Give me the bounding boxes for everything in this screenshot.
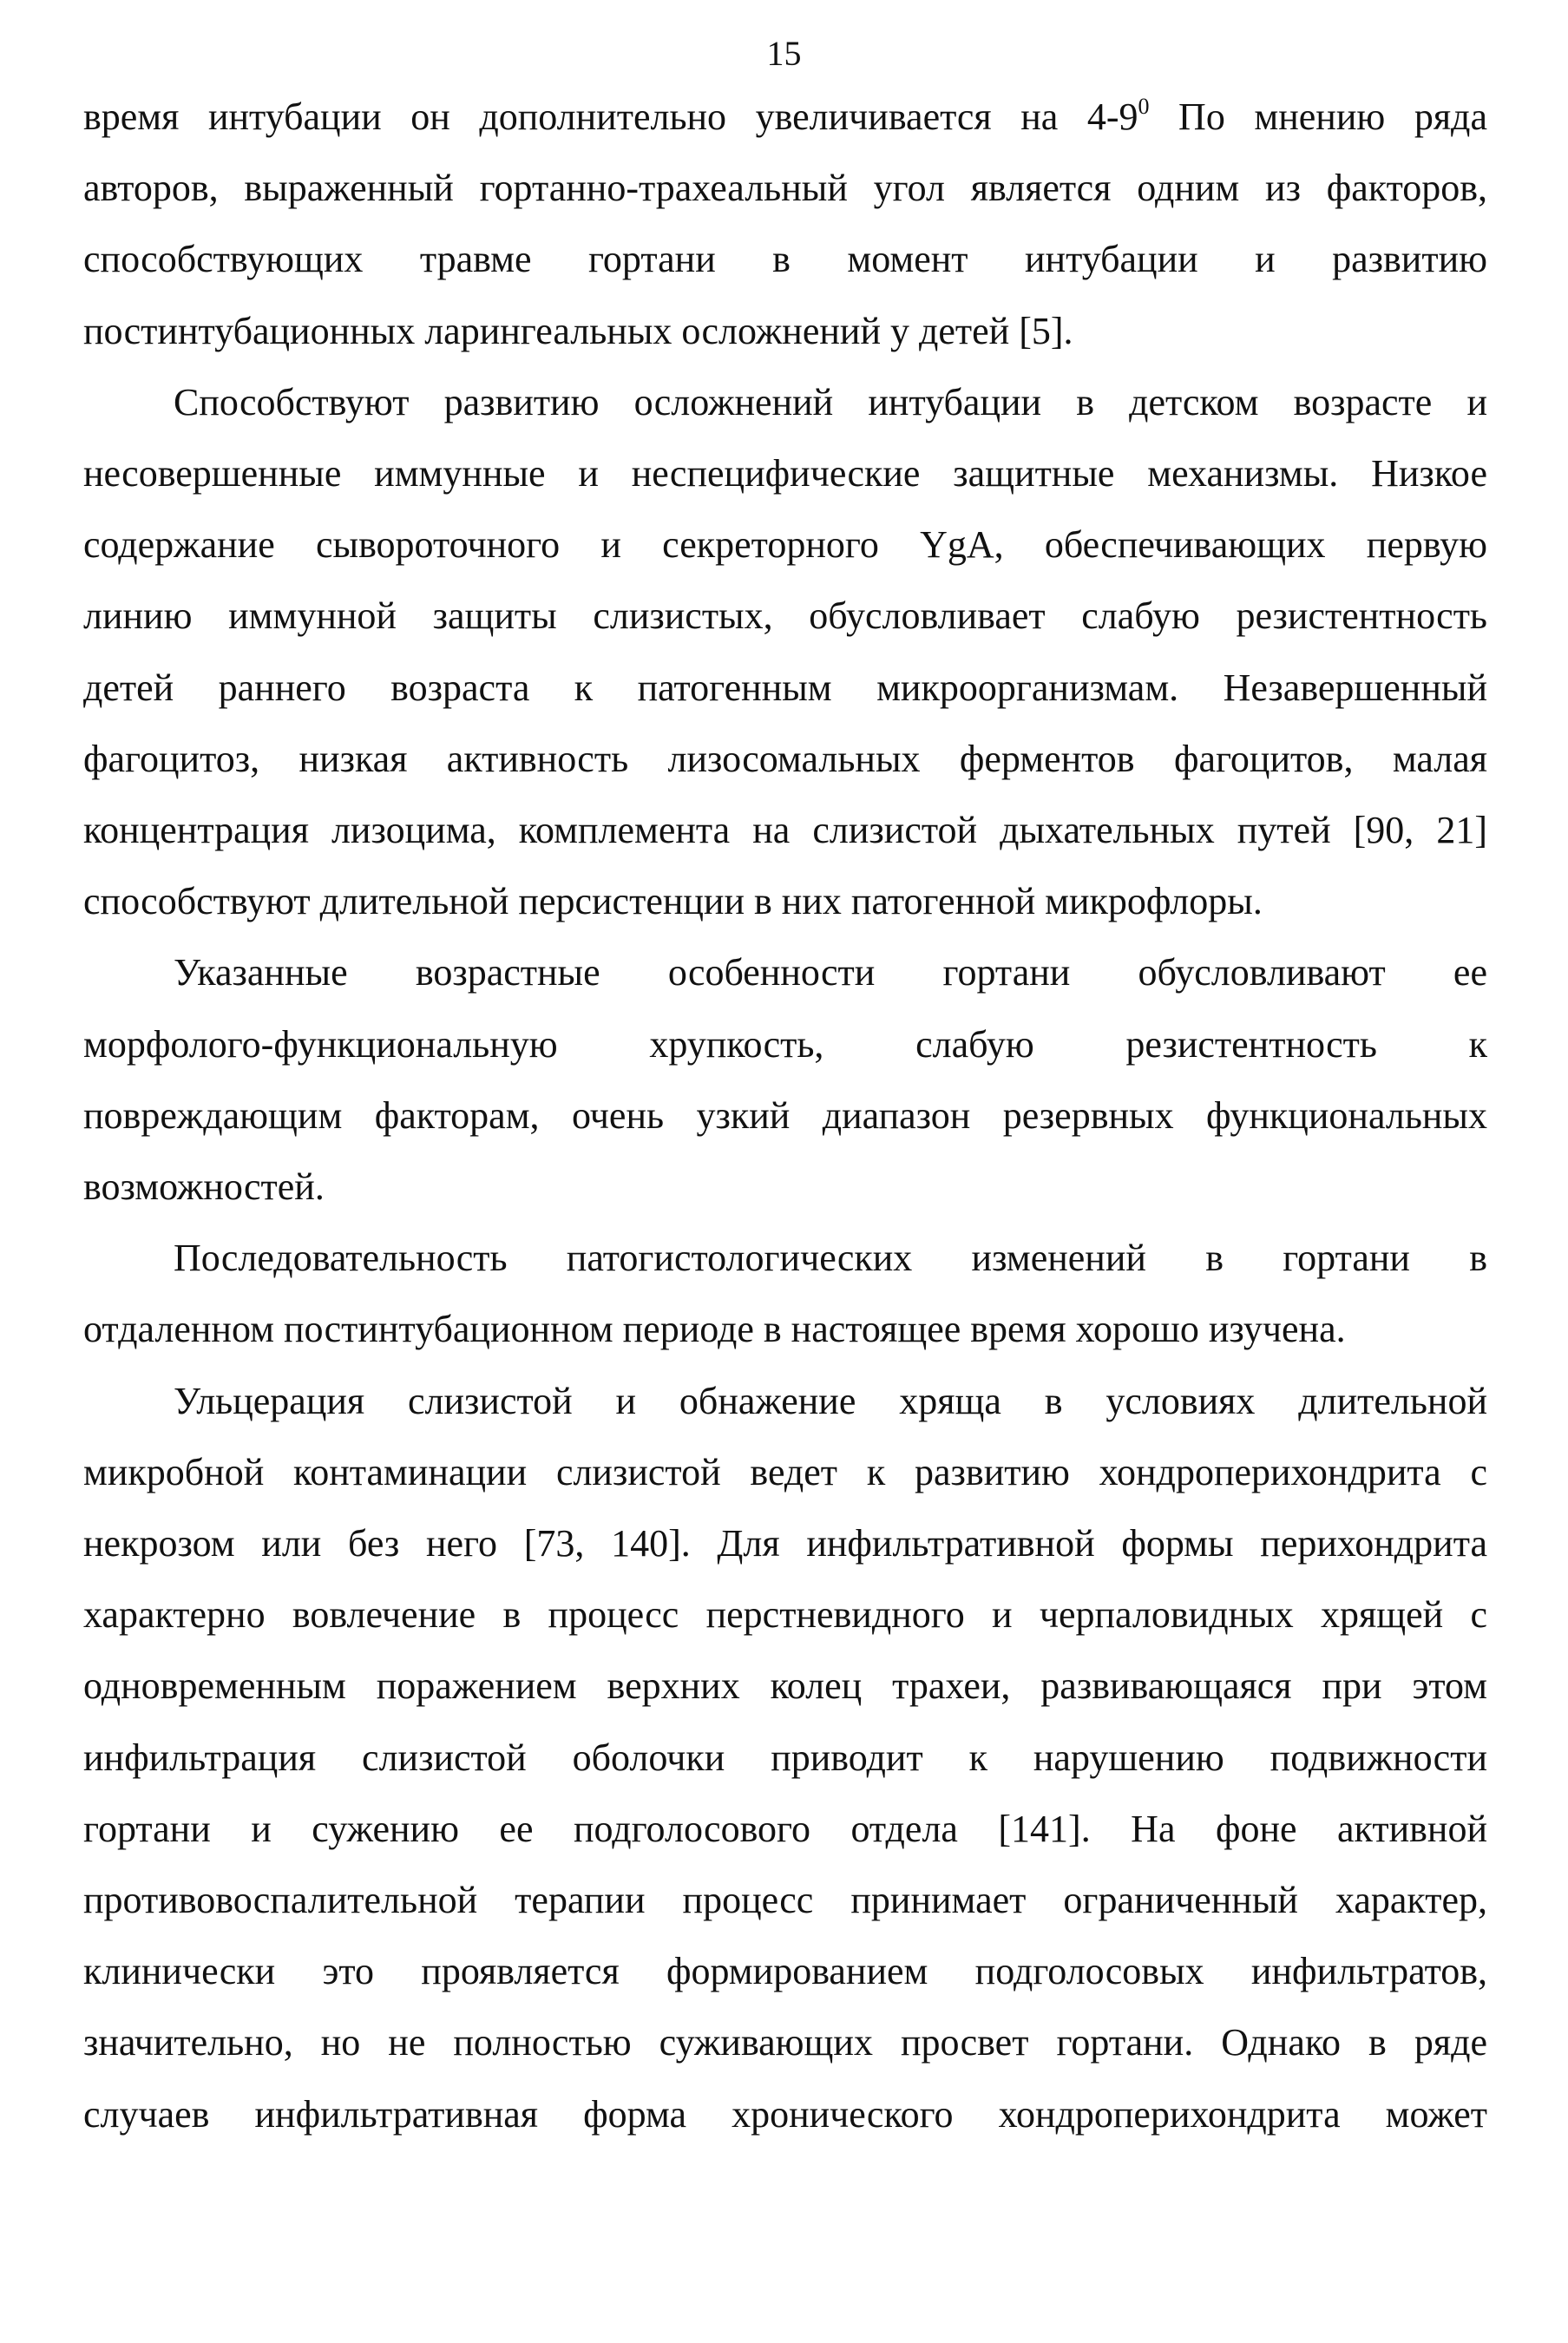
paragraph-line: линию иммунной защиты слизистых, обусловливает слабую резистентность <box>83 594 1487 638</box>
page-number: 15 <box>766 34 802 73</box>
paragraph-line: Способствуют развитию осложнений интубации в детском возрасте и <box>174 380 1487 423</box>
paragraph-line: содержание сывороточного и секреторного YgA, обеспечивающих первую <box>83 523 1487 567</box>
paragraph-line: Ульцерация слизистой и обнажение хряща в условиях длительной <box>174 1379 1487 1422</box>
paragraph-line: возможностей. <box>83 1165 325 1209</box>
paragraph-line: противовоспалительной терапии процесс принимает ограниченный характер, <box>83 1879 1487 1922</box>
paragraph-line: способствуют длительной персистенции в них патогенной микрофлоры. <box>83 880 1263 923</box>
paragraph-line: способствующих травме гортани в момент интубации и развитию <box>83 238 1487 281</box>
paragraph-line: случаев инфильтративная форма хронического хондроперихондрита может <box>83 2092 1487 2136</box>
paragraph-line: повреждающим факторам, очень узкий диапазон резервных функциональных <box>83 1093 1487 1137</box>
paragraph-line: гортани и сужению ее подголосового отдела [141]. На фоне активной <box>83 1807 1487 1850</box>
paragraph-line: фагоцитоз, низкая активность лизосомальных ферментов фагоцитов, малая <box>83 737 1487 780</box>
paragraph-2 <box>83 367 1487 938</box>
paragraph-line: характерно вовлечение в процесс перстневидного и черпаловидных хрящей с <box>83 1593 1487 1637</box>
paragraph-line: Последовательность патогистологических изменений в гортани в <box>174 1237 1487 1280</box>
paragraph-4 <box>83 1223 1487 1365</box>
paragraph-line: одновременным поражением верхних колец трахеи, развивающаяся при этом <box>83 1664 1487 1708</box>
paragraph-line: постинтубационных ларингеальных осложнений у детей [5]. <box>83 309 1073 352</box>
paragraph-3 <box>83 937 1487 1223</box>
paragraph-5 <box>83 1366 1487 2150</box>
line-text-tail: По мнению ряда <box>1149 95 1487 138</box>
paragraph-line: детей раннего возраста к патогенным микроорганизмам. Незавершенный <box>83 666 1487 709</box>
paragraph-1 <box>83 82 1487 367</box>
paragraph-line: отдаленном постинтубационном периоде в настоящее время хорошо изучена. <box>83 1308 1346 1351</box>
paragraph-line: Указанные возрастные особенности гортани обусловливают ее <box>174 951 1487 994</box>
paragraph-line: некрозом или без него [73, 140]. Для инфильтративной формы перихондрита <box>83 1522 1487 1565</box>
paragraph-line: клинически это проявляется формированием подголосовых инфильтратов, <box>83 1950 1487 1993</box>
paragraph-line <box>83 82 1487 153</box>
paragraph-line: авторов, выраженный гортанно-трахеальный угол является одним из факторов, <box>83 167 1487 210</box>
paragraph-line: несовершенные иммунные и неспецифические защитные механизмы. Низкое <box>83 452 1487 496</box>
paragraph-line: микробной контаминации слизистой ведет к развитию хондроперихондрита с <box>83 1450 1487 1493</box>
paragraph-line: значительно, но не полностью суживающих просвет гортани. Однако в ряде <box>83 2021 1487 2064</box>
paragraph-line: морфолого-функциональную хрупкость, слабую резистентность к <box>83 1022 1487 1066</box>
superscript: 0 <box>1138 94 1150 119</box>
paragraph-line: концентрация лизоцима, комплемента на слизистой дыхательных путей [90, 21] <box>83 809 1487 852</box>
paragraph-line: инфильтрация слизистой оболочки приводит к нарушению подвижности <box>83 1736 1487 1779</box>
body-text <box>83 82 1487 2150</box>
line-text: время интубации он дополнительно увеличивается на 4-9 <box>83 95 1138 138</box>
